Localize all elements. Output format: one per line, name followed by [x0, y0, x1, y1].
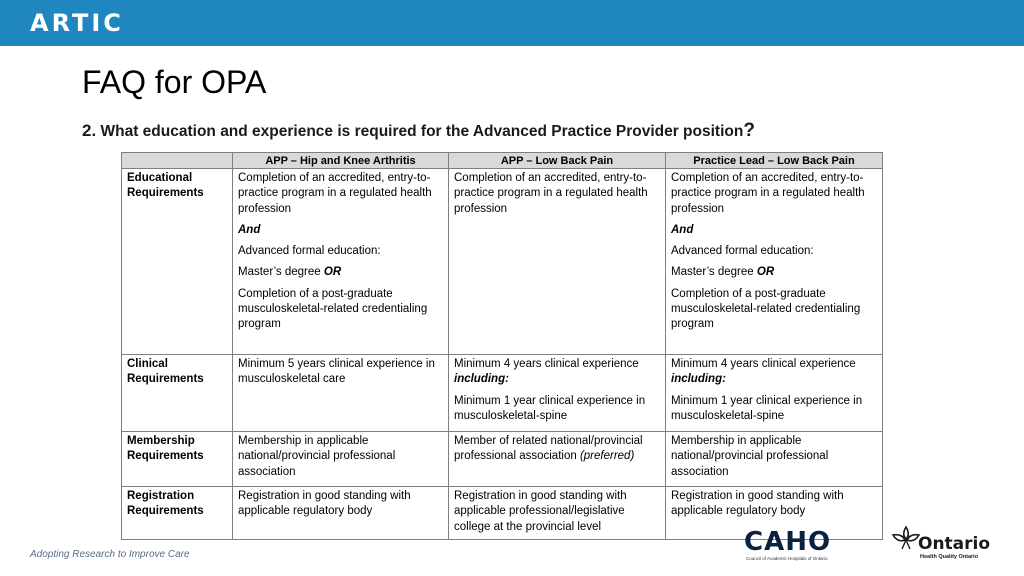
cell-clinical-low-back: Minimum 4 years clinical experience including: Minimum 1 year clinical experience in musculoskeletal-spine: [449, 355, 666, 432]
question-mark: ?: [743, 120, 755, 141]
question-text: What education and experience is required for the Advanced Practice Provider position: [96, 123, 744, 140]
cell-registration-low-back: Registration in good standing with applicable professional/legislative college at the provincial level: [449, 487, 666, 540]
column-header-hip-knee: APP – Hip and Knee Arthritis: [233, 153, 449, 169]
table-row: [122, 169, 883, 355]
cell-educational-practice-lead: Completion of an accredited, entry-to-practice program in a regulated health profession And Advanced formal education: Master’s degree OR Completion of a post-graduate musculoskeletal-related credentialing program: [666, 169, 883, 355]
brand-logo: ARTIC: [30, 9, 124, 37]
column-header-low-back: APP – Low Back Pain: [449, 153, 666, 169]
header-bar: [0, 0, 1024, 46]
page-title: FAQ for OPA: [82, 64, 267, 100]
table-row: [122, 355, 883, 432]
ontario-logo-text: Ontario: [918, 534, 991, 554]
cell-clinical-practice-lead: Minimum 4 years clinical experience including: Minimum 1 year clinical experience in musculoskeletal-spine: [666, 355, 883, 432]
caho-logo: [744, 528, 844, 562]
cell-educational-hip-knee: Completion of an accredited, entry-to-practice program in a regulated health profession And Advanced formal education: Master’s degree OR Completion of a post-graduate musculoskeletal-related credentialing program: [233, 169, 449, 355]
cell-educational-low-back: Completion of an accredited, entry-to-practice program in a regulated health profession: [449, 169, 666, 355]
cell-clinical-hip-knee: Minimum 5 years clinical experience in musculoskeletal care: [233, 355, 449, 432]
cell-registration-hip-knee: Registration in good standing with applicable regulatory body: [233, 487, 449, 540]
requirements-table: [121, 152, 883, 540]
caho-logo-subtitle: Council of Academic Hospitals of Ontario: [746, 556, 828, 561]
cell-membership-hip-knee: Membership in applicable national/provincial professional association: [233, 432, 449, 487]
cell-registration-practice-lead: Registration in good standing with applicable regulatory body: [666, 487, 883, 540]
question-heading: [82, 120, 755, 142]
cell-membership-practice-lead: Membership in applicable national/provincial professional association: [666, 432, 883, 487]
column-header-blank: [122, 153, 233, 169]
table-row: [122, 432, 883, 487]
row-label-membership: Membership Requirements: [122, 432, 233, 487]
column-header-practice-lead: Practice Lead – Low Back Pain: [666, 153, 883, 169]
row-label-educational: Educational Requirements: [122, 169, 233, 355]
caho-logo-text: CAHO: [744, 527, 832, 557]
row-label-clinical: Clinical Requirements: [122, 355, 233, 432]
ontario-logo-subtitle: Health Quality Ontario: [920, 554, 979, 560]
footer-tagline: Adopting Research to Improve Care: [30, 549, 190, 560]
question-number: 2.: [82, 121, 97, 140]
ontario-logo: [890, 523, 990, 563]
table-header-row: [122, 153, 883, 169]
cell-membership-low-back: Member of related national/provincial professional association (preferred): [449, 432, 666, 487]
row-label-registration: Registration Requirements: [122, 487, 233, 540]
